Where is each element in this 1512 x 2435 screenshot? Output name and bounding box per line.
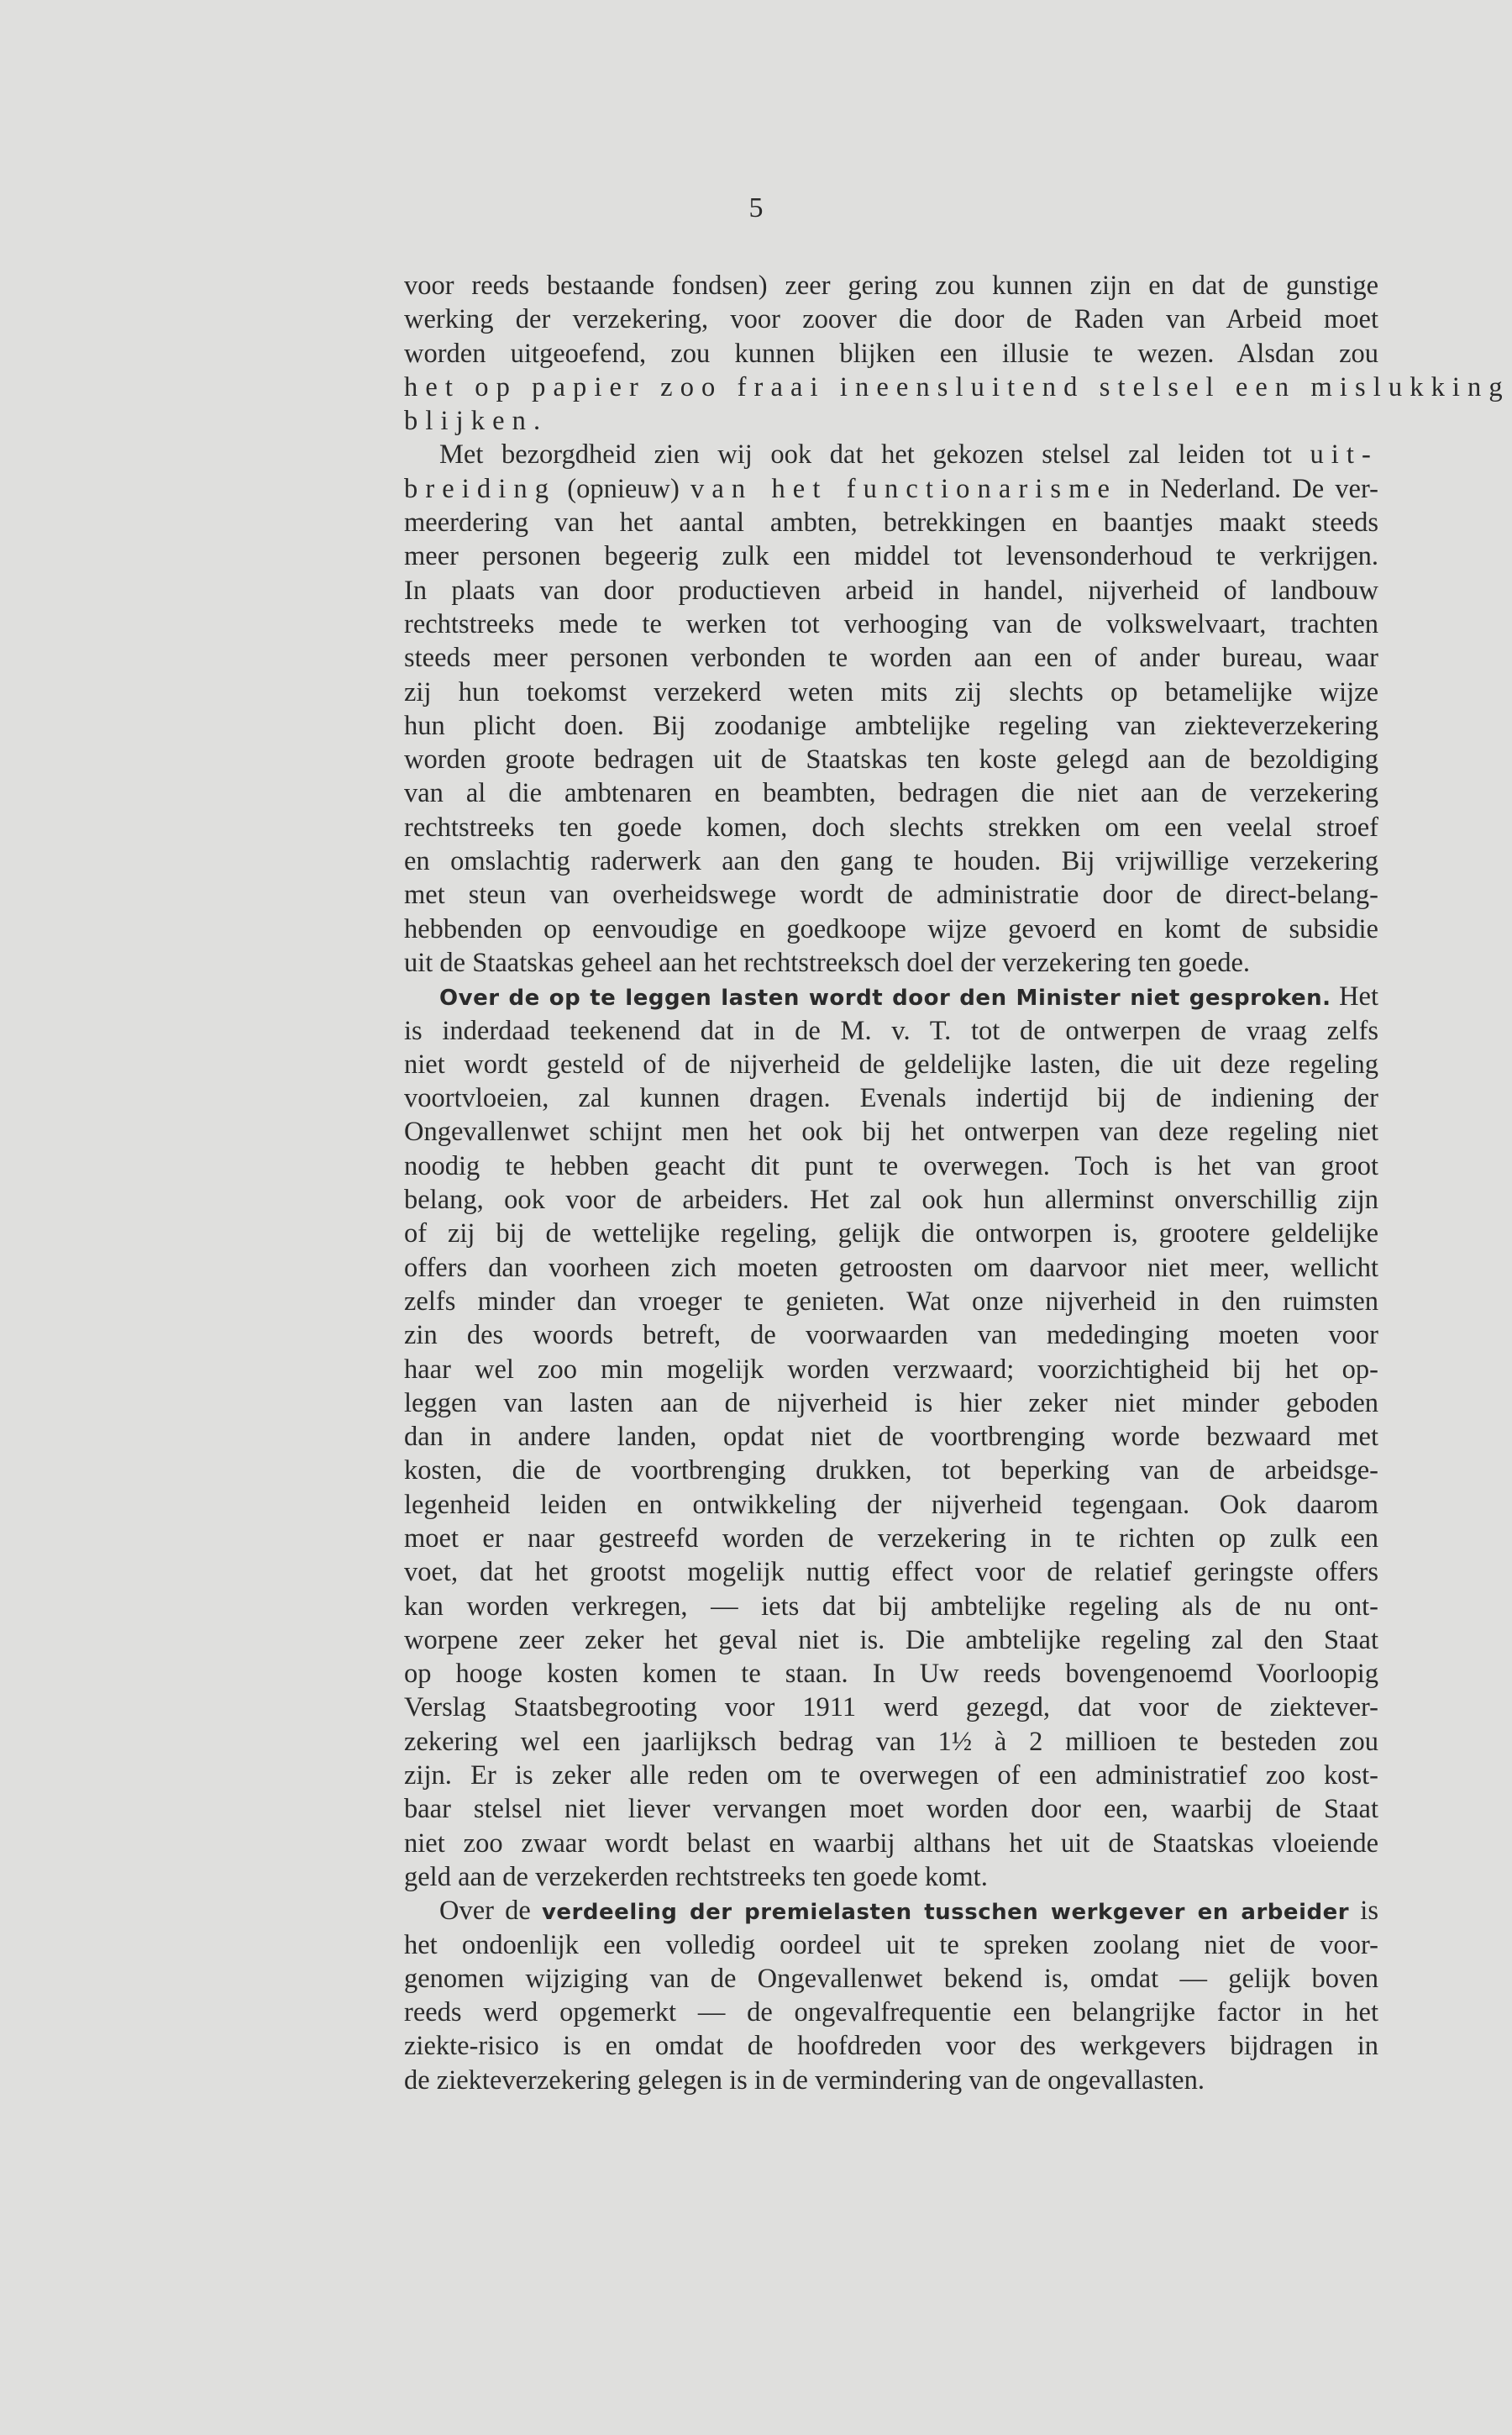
text-line <box>404 1590 1378 1623</box>
text-line <box>404 1115 1378 1149</box>
page-number: 5 <box>748 192 764 224</box>
text-run: Verslag Staatsbegrooting voor 1911 werd gezegd, dat voor de ziektever- <box>404 1692 1378 1723</box>
text-line <box>404 1962 1378 1996</box>
text-line <box>404 1792 1378 1826</box>
text-run: belang, ook voor de arbeiders. Het zal ook hun allerminst onverschillig zijn <box>404 1185 1378 1216</box>
text-line <box>404 1251 1378 1285</box>
text-line <box>404 878 1378 912</box>
text-run: niet zoo zwaar wordt belast en waarbij althans het uit de Staatskas vloeiende <box>404 1828 1378 1859</box>
text-run: Ongevallenwet schijnt men het ook bij het ontwerpen van deze regeling niet <box>404 1117 1378 1148</box>
text-run: en omslachtig raderwerk aan den gang te houden. Bij vrijwillige verzekering <box>404 846 1378 877</box>
text-run: voor reeds bestaande fondsen) zeer gering zou kunnen zijn en dat de gunstige <box>404 271 1378 301</box>
text-run: reeds werd opgemerkt — de ongevalfrequentie een belangrijke factor in het <box>404 1997 1378 2028</box>
text-run: van al die ambtenaren en beambten, bedragen die niet aan de verzekering <box>404 778 1378 809</box>
text-run: Over de <box>439 1896 542 1927</box>
text-run: voortvloeien, zal kunnen dragen. Evenals indertijd bij de indiening der <box>404 1083 1378 1114</box>
text-line <box>404 743 1378 776</box>
text-run: op hooge kosten komen te staan. In Uw reeds bovengenoemd Voorloopig <box>404 1659 1378 1690</box>
text-line <box>404 676 1378 709</box>
text-line <box>404 2029 1378 2063</box>
paragraph <box>404 1894 1378 2097</box>
text-run: genomen wijziging van de Ongevallenwet bekend is, omdat — gelijk boven <box>404 1963 1378 1994</box>
text-run: kosten, die de voortbrenging drukken, tot beperking van de arbeidsge- <box>404 1455 1378 1486</box>
text-line <box>404 980 1378 1013</box>
text-line <box>404 371 1510 404</box>
emphasis-text: verdeeling der premielasten tusschen werkgever en arbeider <box>541 1900 1350 1926</box>
text-run: worden groote bedragen uit de Staatskas ten koste gelegd aan de bezoldiging <box>404 744 1378 776</box>
text-line <box>404 1759 1378 1792</box>
text-run: worden uitgeoefend, zou kunnen blijken een illusie te wezen. Alsdan zou <box>404 338 1378 369</box>
spaced-text: breiding <box>404 473 557 504</box>
text-line <box>404 506 1378 539</box>
text-line <box>404 1657 1378 1691</box>
text-run: kan worden verkregen, — iets dat bij ambtelijke regeling als de nu ont- <box>404 1591 1378 1622</box>
text-line <box>404 269 1378 302</box>
text-line <box>404 1555 1378 1589</box>
text-run: worpene zeer zeker het geval niet is. Die ambtelijke regeling zal den Staat <box>404 1624 1378 1655</box>
body-text <box>404 269 1510 2097</box>
text-run: (opnieuw) <box>556 473 690 504</box>
text-line <box>404 302 1378 336</box>
text-line <box>404 1725 1378 1759</box>
text-line <box>404 1318 1378 1352</box>
paragraph <box>404 980 1378 1894</box>
spaced-text: van het functionarisme <box>690 473 1118 504</box>
text-run: uit de Staatskas geheel aan het rechtstreeksch doel der verzekering ten goede. <box>404 947 1251 978</box>
text-run: hebbenden op eenvoudige en goedkoope wijze gevoerd en komt de subsidie <box>404 913 1378 944</box>
text-line <box>404 1454 1378 1487</box>
paragraph <box>404 438 1378 980</box>
text-run: is inderdaad teekenend dat in de M. v. T. tot de ontwerpen de vraag zelfs <box>404 1015 1378 1046</box>
text-line <box>404 337 1378 371</box>
text-line <box>404 912 1378 946</box>
text-run: Met bezorgdheid zien wij ook dat het gekozen stelsel zal leiden tot <box>439 439 1310 471</box>
text-line <box>404 811 1378 844</box>
text-run: geld aan de verzekerden rechtstreeks ten goede komt. <box>404 1861 988 1892</box>
text-line <box>404 709 1378 743</box>
text-line <box>404 844 1378 878</box>
text-line <box>404 1996 1378 2029</box>
text-run: zelfs minder dan vroeger te genieten. Wat onze nijverheid in den ruimsten <box>404 1286 1378 1317</box>
text-line <box>404 1014 1378 1048</box>
text-line <box>404 946 1378 980</box>
spaced-text: blijken. <box>404 406 549 437</box>
text-run: legenheid leiden en ontwikkeling der nijverheid tegengaan. Ook daarom <box>404 1489 1378 1520</box>
text-line <box>404 472 1378 506</box>
text-line <box>404 1827 1378 1860</box>
text-line <box>404 1386 1378 1420</box>
text-line <box>404 1420 1378 1454</box>
text-line <box>404 1928 1378 1962</box>
text-run: In plaats van door productieven arbeid in handel, nijverheid of landbouw <box>404 575 1378 606</box>
text-run: offers dan voorheen zich moeten getroosten om daarvoor niet meer, wellicht <box>404 1252 1378 1283</box>
text-line <box>404 1488 1378 1522</box>
text-line <box>404 1183 1378 1217</box>
text-line <box>404 1048 1378 1081</box>
text-line <box>404 1217 1378 1250</box>
text-run: de ziekteverzekering gelegen is in de vermindering van de ongevallasten. <box>404 2064 1205 2096</box>
text-run: zekering wel een jaarlijksch bedrag van 1½ à 2 millioen te besteden zou <box>404 1726 1378 1757</box>
text-line <box>404 776 1378 810</box>
text-run: zij hun toekomst verzekerd weten mits zij slechts op betamelijke wijze <box>404 676 1378 707</box>
text-run: noodig te hebben geacht dit punt te overwegen. Toch is het van groot <box>404 1150 1378 1181</box>
text-run: zin des woords betreft, de voorwaarden van mededinging moeten voor <box>404 1320 1378 1351</box>
text-run: baar stelsel niet liever vervangen moet worden door een, waarbij de Staat <box>404 1794 1378 1825</box>
text-run: haar wel zoo min mogelijk worden verzwaard; voorzichtigheid bij het op- <box>404 1354 1378 1385</box>
text-run: meer personen begeerig zulk een middel tot levensonderhoud te verkrijgen. <box>404 541 1378 572</box>
spaced-text: het op papier zoo fraai ineensluitend stelsel een mislukking <box>404 371 1510 402</box>
spaced-text: uit- <box>1310 439 1378 471</box>
text-line <box>404 404 1378 438</box>
text-run: in Nederland. De ver- <box>1117 473 1378 504</box>
text-line <box>404 1860 1378 1894</box>
text-run: is <box>1349 1896 1378 1927</box>
text-run: rechtstreeks mede te werken tot verhooging van de volkswelvaart, trachten <box>404 608 1378 639</box>
text-line <box>404 607 1378 641</box>
text-run: meerdering van het aantal ambten, betrekkingen en baantjes maakt steeds <box>404 508 1378 539</box>
text-line <box>404 1691 1378 1724</box>
paragraph <box>404 269 1510 438</box>
text-line <box>404 438 1378 471</box>
text-run: hun plicht doen. Bij zoodanige ambtelijke regeling van ziekteverzekering <box>404 710 1378 741</box>
text-run: werking der verzekering, voor zoover die door de Raden van Arbeid moet <box>404 304 1378 335</box>
text-line <box>404 574 1378 607</box>
text-run: het ondoenlijk een volledig oordeel uit te spreken zoolang niet de voor- <box>404 1929 1378 1960</box>
text-run: of zij bij de wettelijke regeling, gelijk die ontworpen is, grootere geldelijke <box>404 1218 1378 1249</box>
text-run: dan in andere landen, opdat niet de voortbrenging worde bezwaard met <box>404 1422 1378 1453</box>
text-line <box>404 2064 1378 2097</box>
text-line <box>404 1149 1378 1183</box>
text-line <box>404 1894 1378 1927</box>
text-run: Het <box>1331 981 1379 1012</box>
text-run: met steun van overheidswege wordt de administratie door de direct-belang- <box>404 880 1378 911</box>
text-run: leggen van lasten aan de nijverheid is hier zeker niet minder geboden <box>404 1387 1378 1418</box>
text-run: voet, dat het grootst mogelijk nuttig effect voor de relatief geringste offers <box>404 1557 1378 1588</box>
text-line <box>404 1285 1378 1318</box>
text-run: moet er naar gestreefd worden de verzekering in te richten op zulk een <box>404 1523 1378 1554</box>
text-run: steeds meer personen verbonden te worden aan een of ander bureau, waar <box>404 643 1378 674</box>
text-run: ziekte-risico is en omdat de hoofdreden voor des werkgevers bijdragen in <box>404 2031 1378 2062</box>
text-run: niet wordt gesteld of de nijverheid de geldelijke lasten, die uit deze regeling <box>404 1049 1378 1080</box>
text-line <box>404 1623 1378 1657</box>
text-line <box>404 1522 1378 1555</box>
text-run: rechtstreeks ten goede komen, doch slechts strekken om een veelal stroef <box>404 812 1378 843</box>
text-line <box>404 641 1378 675</box>
emphasis-text: Over de op te leggen lasten wordt door den Minister niet gesproken. <box>439 986 1331 1012</box>
text-line <box>404 1353 1378 1386</box>
text-line <box>404 539 1378 573</box>
text-run: zijn. Er is zeker alle reden om te overwegen of een administratief zoo kost- <box>404 1760 1378 1791</box>
text-line <box>404 1081 1378 1115</box>
